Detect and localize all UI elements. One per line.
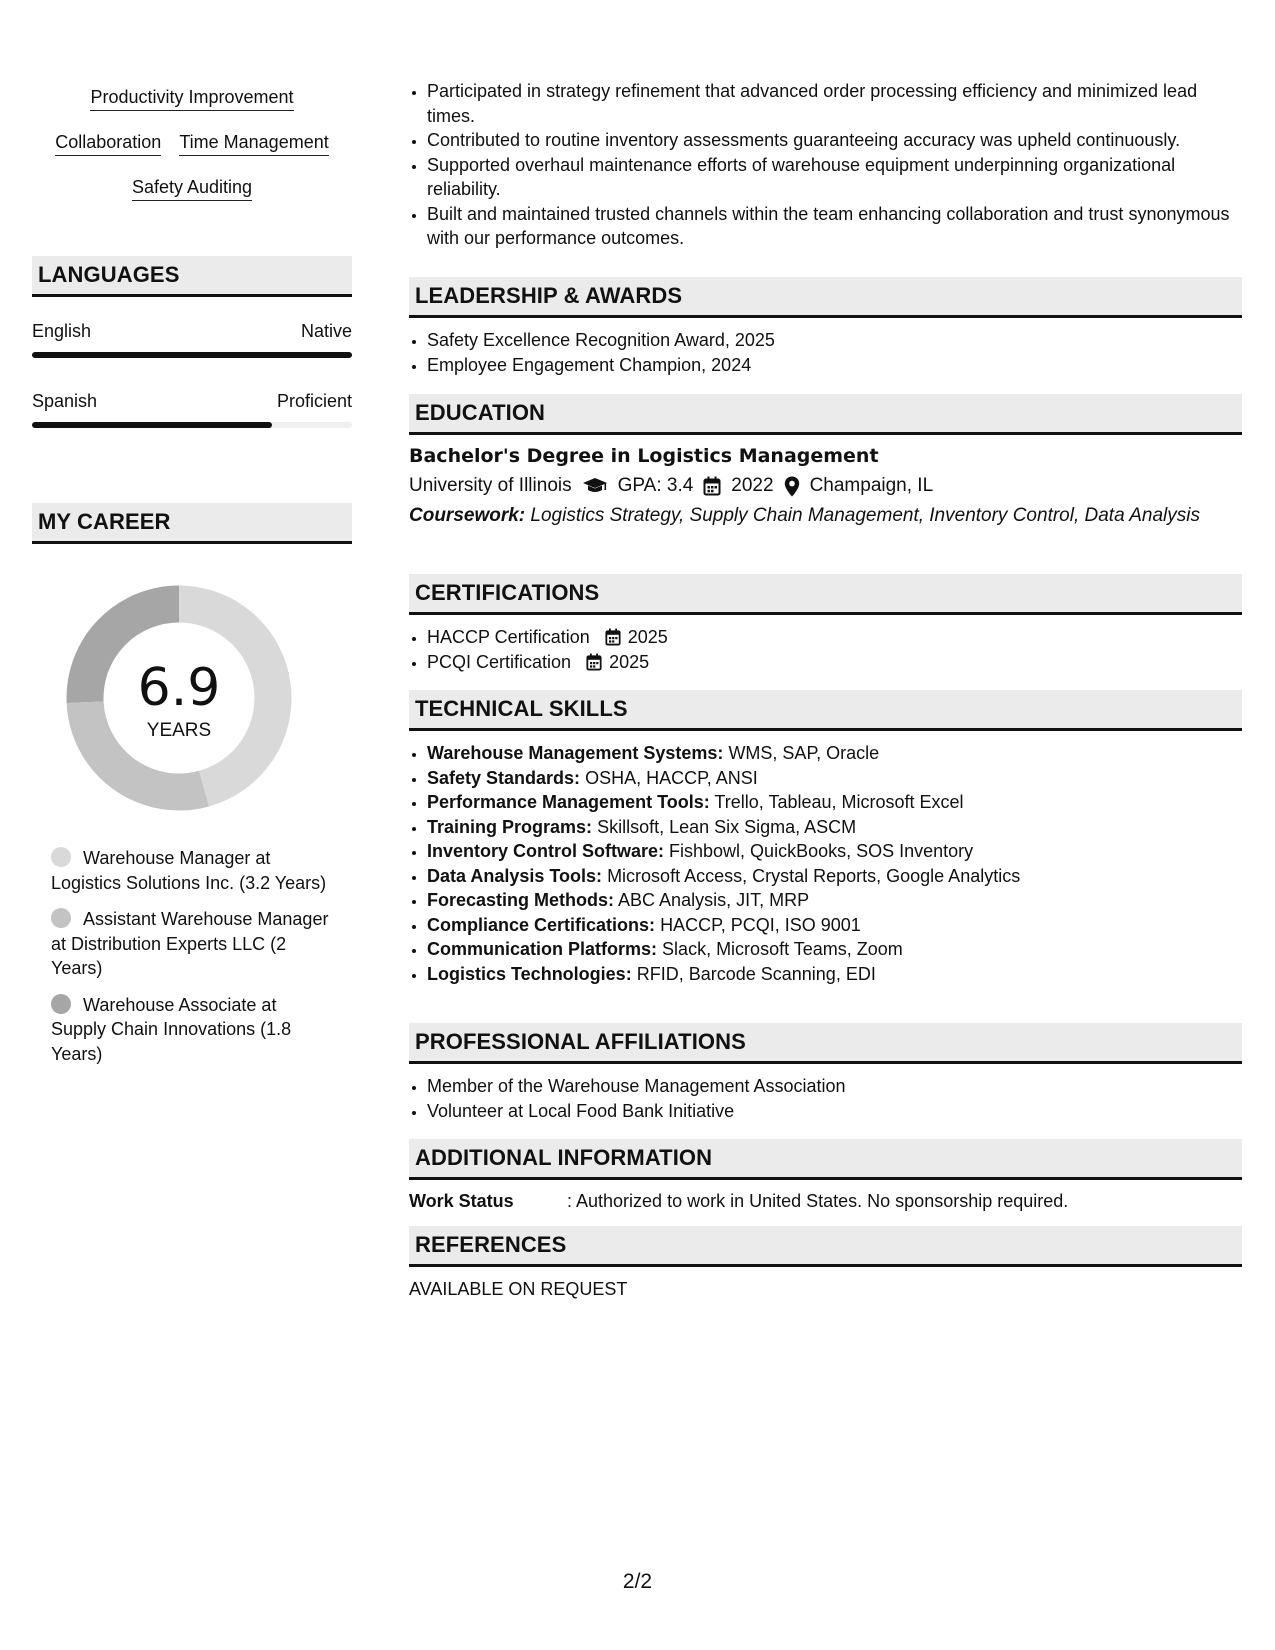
skill-tag: Collaboration [55, 131, 161, 156]
calendar-icon [586, 653, 602, 671]
coursework-list: Logistics Strategy, Supply Chain Management, Inventory Control, Data Analysis [530, 505, 1200, 526]
calendar-icon [605, 628, 621, 646]
skill-tag: Safety Auditing [132, 176, 252, 201]
experience-bullets [409, 79, 1242, 251]
education-heading [409, 394, 1242, 435]
list-item [427, 766, 1242, 791]
section-title: TECHNICAL SKILLS [415, 696, 628, 721]
list-item: • Participated in strategy refinement that advanced order processing efficiency and minimized lead times. [427, 79, 1242, 128]
additional-info-heading [409, 1139, 1242, 1180]
skill-values: RFID, Barcode Scanning, EDI [636, 963, 876, 984]
graduation-cap-icon [582, 477, 608, 495]
section-title: MY CAREER [38, 509, 171, 534]
work-status-value: : Authorized to work in United States. No sponsorship required. [567, 1191, 1069, 1211]
graduation-year: 2022 [731, 475, 774, 496]
technical-skills-section [409, 690, 1242, 986]
list-item [427, 864, 1242, 889]
list-item [427, 937, 1242, 962]
language-row [32, 320, 352, 342]
list-item: • Volunteer at Local Food Bank Initiative [427, 1099, 1242, 1124]
section-title: LEADERSHIP & AWARDS [415, 283, 683, 308]
skill-tag-row [32, 86, 352, 131]
list-item [427, 888, 1242, 913]
certifications-section [409, 574, 1242, 674]
list-item: • Contributed to routine inventory assessments guaranteeing accuracy was upheld continuously. [427, 128, 1242, 153]
certification-name: PCQI Certification [427, 651, 572, 672]
affiliations-heading [409, 1023, 1242, 1064]
certification-year: 2025 [627, 627, 668, 647]
skill-category: Performance Management Tools: [427, 792, 710, 812]
list-item [427, 790, 1242, 815]
list-item: • Supported overhaul maintenance efforts of warehouse equipment underpinning organizational reliability. [427, 153, 1242, 202]
skill-category: Compliance Certifications: [427, 914, 656, 935]
coursework [409, 503, 1242, 528]
skill-category: Logistics Technologies: [427, 963, 632, 984]
degree-title: Bachelor's Degree in Logistics Management [409, 445, 879, 467]
certifications-heading [409, 574, 1242, 615]
education-details [409, 473, 1242, 499]
language-spanish [32, 390, 352, 428]
awards-section [409, 277, 1242, 377]
career-heading [32, 503, 352, 544]
career-total-years: 6.9 [137, 658, 221, 718]
section-title: PROFESSIONAL AFFILIATIONS [415, 1029, 746, 1054]
skill-values: Skillsoft, Lean Six Sigma, ASCM [597, 816, 857, 837]
education-entry [409, 444, 1242, 528]
skill-tags [32, 86, 352, 221]
languages-heading [32, 256, 352, 297]
section-title: EDUCATION [415, 400, 546, 425]
skill-values: ABC Analysis, JIT, MRP [618, 890, 810, 910]
legend-dot [51, 994, 71, 1014]
list-item: • Member of the Warehouse Management Association [427, 1074, 1242, 1099]
list-item: • Safety Excellence Recognition Award, 2025 [427, 328, 1242, 353]
bullet-list [409, 328, 1242, 377]
legend-label: Warehouse Associate at Supply Chain Innovations (1.8 Years) [51, 994, 292, 1064]
list-item [427, 741, 1242, 766]
section-title: LANGUAGES [38, 262, 180, 287]
skill-values: HACCP, PCQI, ISO 9001 [660, 914, 861, 935]
certification-name: HACCP Certification [427, 627, 590, 647]
language-bar [32, 422, 352, 428]
list-item [427, 839, 1242, 864]
section-title: REFERENCES [415, 1232, 567, 1257]
career-legend [51, 846, 331, 1078]
skill-category: Inventory Control Software: [427, 841, 665, 861]
calendar-icon [703, 476, 721, 496]
work-status-label: Work Status [409, 1191, 514, 1211]
awards-heading [409, 277, 1242, 318]
skill-tag: Productivity Improvement [90, 86, 293, 111]
legend-item [51, 846, 331, 895]
additional-info-section [409, 1139, 1242, 1213]
language-bar [32, 352, 352, 358]
list-item: • Built and maintained trusted channels within the team enhancing collaboration and trust synonymous with our performance outcomes. [427, 202, 1242, 251]
education-section [409, 394, 1242, 528]
legend-dot [51, 908, 71, 928]
references-heading [409, 1226, 1242, 1267]
skill-values: Trello, Tableau, Microsoft Excel [714, 792, 964, 812]
legend-item [51, 993, 331, 1067]
list-item [427, 913, 1242, 938]
skill-category: Forecasting Methods: [427, 890, 615, 910]
coursework-label: Coursework: [409, 505, 526, 526]
legend-label: Warehouse Manager at Logistics Solutions Inc. (3.2 Years) [51, 848, 327, 893]
list-item [427, 815, 1242, 840]
certification-year: 2025 [609, 651, 650, 672]
language-level: Proficient [276, 391, 352, 411]
location-pin-icon [784, 476, 800, 497]
language-english [32, 320, 352, 358]
skill-category: Data Analysis Tools: [427, 865, 603, 886]
legend-label: Assistant Warehouse Manager at Distribution Experts LLC (2 Years) [51, 909, 329, 978]
language-row [32, 390, 352, 412]
references-section [409, 1226, 1242, 1301]
skill-values: Slack, Microsoft Teams, Zoom [662, 939, 903, 959]
language-level: Native [300, 321, 352, 341]
skill-values: Fishbowl, QuickBooks, SOS Inventory [669, 841, 974, 861]
skill-category: Safety Standards: [427, 767, 581, 788]
skill-values: Microsoft Access, Crystal Reports, Google Analytics [607, 865, 1021, 886]
page-number: 2/2 [622, 1570, 653, 1593]
skill-values: OSHA, HACCP, ANSI [585, 767, 758, 788]
skill-tag-row [32, 131, 352, 176]
bullet-list [409, 625, 1242, 674]
skill-values: WMS, SAP, Oracle [728, 743, 880, 763]
school-name: University of Illinois [409, 475, 572, 496]
bullet-list [409, 1074, 1242, 1123]
list-item [427, 650, 1242, 675]
list-item [427, 625, 1242, 650]
skill-category: Training Programs: [427, 816, 593, 837]
bullet-list [409, 741, 1242, 986]
language-bar-fill [32, 352, 352, 358]
language-bar-fill [32, 422, 272, 428]
work-status-row [409, 1189, 1242, 1213]
legend-item [51, 907, 331, 981]
list-item [427, 962, 1242, 987]
skill-category: Warehouse Management Systems: [427, 743, 724, 763]
section-title: ADDITIONAL INFORMATION [415, 1145, 713, 1170]
list-item: • Employee Engagement Champion, 2024 [427, 353, 1242, 378]
affiliations-section [409, 1023, 1242, 1123]
career-total-unit: YEARS [146, 720, 212, 741]
legend-dot [51, 847, 71, 867]
school-location: Champaign, IL [809, 475, 934, 496]
gpa: GPA: 3.4 [617, 475, 694, 496]
references-text: AVAILABLE ON REQUEST [409, 1279, 628, 1299]
skill-tag: Time Management [179, 131, 328, 156]
bullet-list [409, 79, 1242, 251]
skill-category: Communication Platforms: [427, 939, 658, 959]
section-title: CERTIFICATIONS [415, 580, 600, 605]
skill-tag-row [32, 176, 352, 221]
language-name: Spanish [32, 391, 98, 411]
language-name: English [32, 321, 92, 341]
technical-skills-heading [409, 690, 1242, 731]
